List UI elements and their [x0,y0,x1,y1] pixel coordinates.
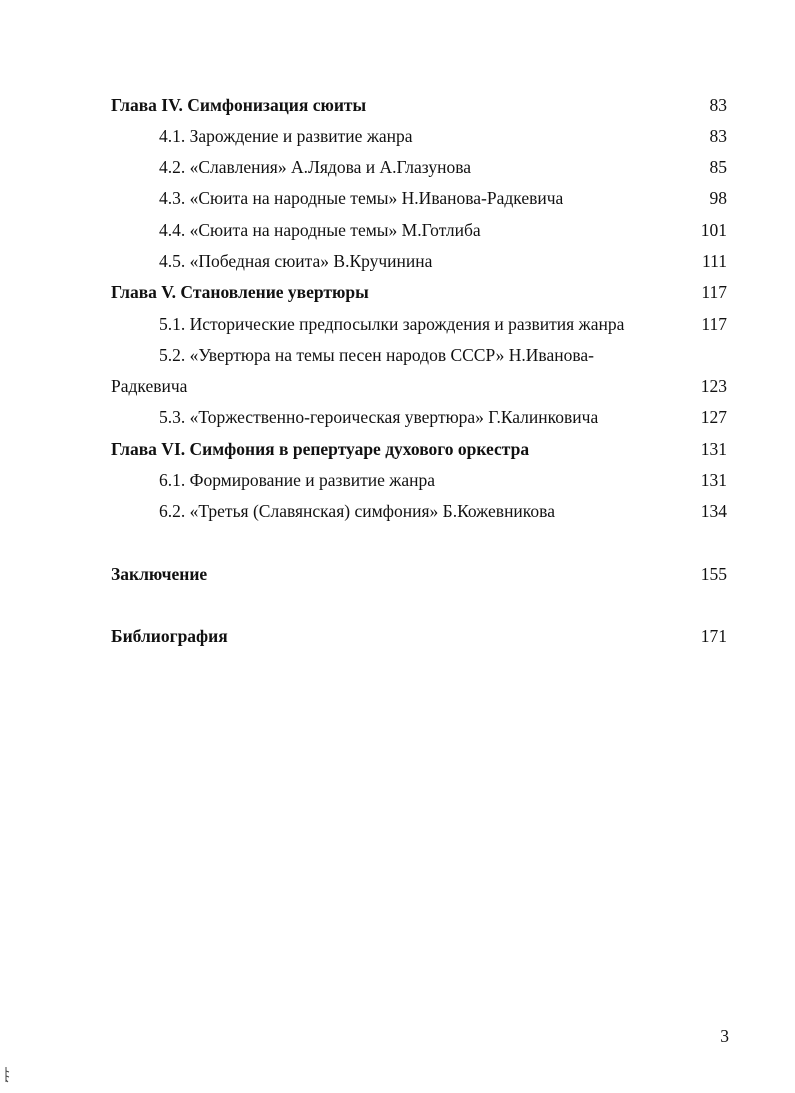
toc-entry-title: Заключение [111,564,208,584]
toc-section-4-5 [0,247,795,275]
toc-entry-title: 4.2. «Славления» А.Лядова и А.Глазунова [159,157,472,177]
toc-section-5-3 [0,403,795,431]
toc-entry-title: 6.1. Формирование и развитие жанра [159,470,435,490]
toc-entry-page: 131 [700,470,727,490]
toc-section-4-1 [0,122,795,150]
toc-entry-page: 83 [709,95,727,115]
toc-entry-page: 83 [709,126,727,146]
toc-chapter-5 [0,278,795,306]
toc-entry-title: 5.2. «Увертюра на темы песен народов СССР» Н.Иванова- [159,345,594,365]
toc-entry-page: 117 [701,314,727,334]
toc-entry-title: Глава IV. Симфонизация сюиты [111,95,367,115]
toc-entry-page: 111 [702,251,727,271]
toc-entry-title: Радкевича [111,376,188,396]
toc-entry-title: 4.4. «Сюита на народные темы» М.Готлиба [159,220,481,240]
toc-entry-page: 134 [700,501,727,521]
toc-entry-page: 171 [700,626,727,646]
toc-entry-title: 5.1. Исторические предпосылки зарождения и развития жанра [159,314,625,334]
toc-entry-title: Глава VI. Симфония в репертуаре духового оркестра [111,439,530,459]
toc-entry-page: 98 [709,188,727,208]
toc-entry-title: Глава V. Становление увертюры [111,282,369,302]
toc-section-6-2 [0,497,795,525]
page-number: 3 [720,1026,729,1046]
toc-section-4-3 [0,184,795,212]
toc-section-5-2 [0,341,795,369]
toc-entry-title: 5.3. «Торжественно-героическая увертюра» Г.Калинковича [159,407,599,427]
toc-bibliography [0,622,795,650]
toc-entry-page: 117 [701,282,727,302]
toc-entry-title: 4.3. «Сюита на народные темы» Н.Иванова-Радкевича [159,188,564,208]
toc-chapter-4 [0,91,795,119]
toc-section-5-2-continuation [0,372,795,400]
toc-entry-page: 123 [700,376,727,396]
toc-section-4-2 [0,153,795,181]
toc-entry-page: 85 [709,157,727,177]
toc-entry-page: 101 [700,220,727,240]
toc-section-4-4 [0,216,795,244]
toc-entry-page: 127 [700,407,727,427]
toc-section-6-1 [0,466,795,494]
toc-entry-page: 131 [700,439,727,459]
toc-conclusion [0,560,795,588]
toc-entry-title: 4.5. «Победная сюита» В.Кручинина [159,251,433,271]
toc-section-5-1 [0,310,795,338]
toc-entry-title: 6.2. «Третья (Славянская) симфония» Б.Кожевникова [159,501,555,521]
toc-entry-title: Библиография [111,626,228,646]
toc-chapter-6 [0,435,795,463]
scan-artifact-mark [4,1066,10,1084]
toc-entry-page: 155 [700,564,727,584]
toc-entry-title: 4.1. Зарождение и развитие жанра [159,126,413,146]
